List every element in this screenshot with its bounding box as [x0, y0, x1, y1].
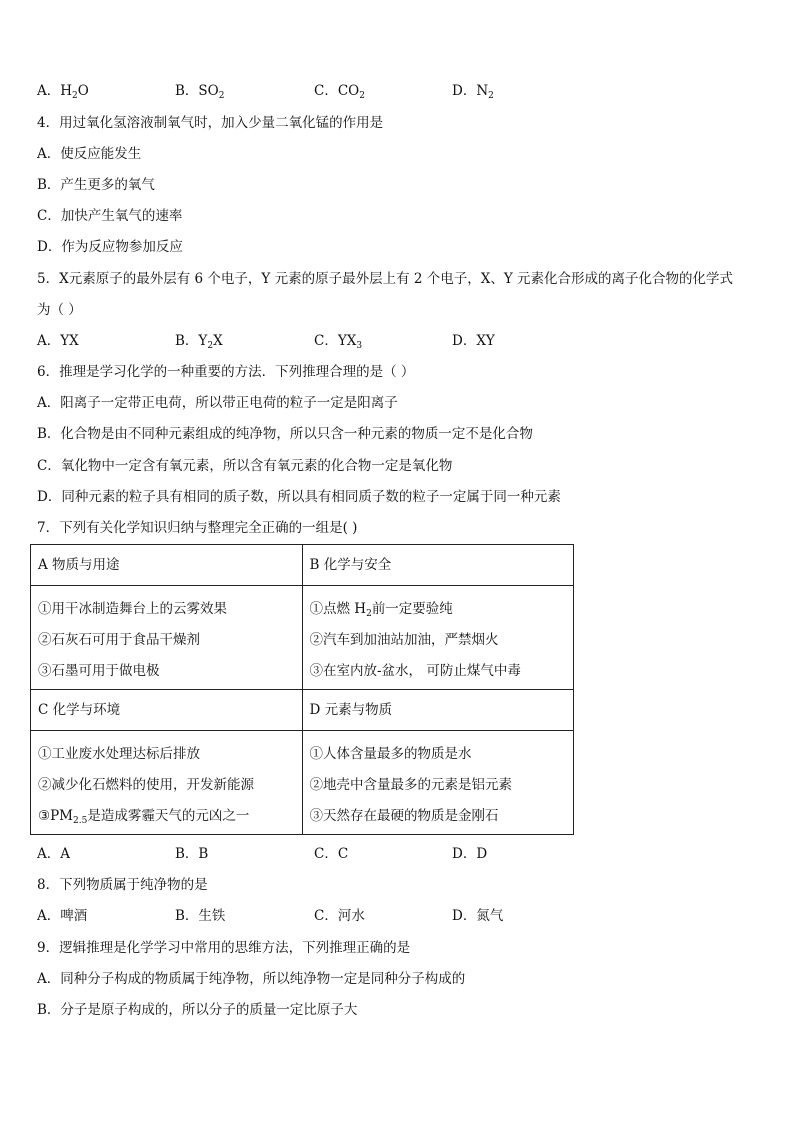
q7-option-c: C．C — [314, 846, 349, 862]
q8-option-c: C．河水 — [314, 908, 365, 924]
q8-option-a: A．啤酒 — [37, 908, 88, 924]
q7-cell-c-head: C 化学与环境 — [31, 690, 303, 731]
q7-b-item: ③在室内放-盆水， 可防止煤气中毒 — [309, 663, 521, 679]
q7-b-item: ①点燃 $H_2$前一定要验纯 — [309, 601, 453, 619]
q7-d-item: ①人体含量最多的物质是水 — [309, 746, 472, 762]
q5-option-c: C．$YX_3$ — [314, 333, 363, 351]
q5-options — [37, 331, 597, 351]
q8-option-d: D．氮气 — [452, 908, 504, 924]
q8-option-b: B．生铁 — [175, 908, 226, 924]
q7-option-b: B．B — [175, 846, 209, 862]
q9-stem: 9．逻辑推理是化学学习中常用的思维方法，下列推理正确的是 — [37, 940, 411, 956]
q7-c-item: ①工业废水处理达标后排放 — [38, 746, 200, 762]
q7-d-item: ③天然存在最硬的物质是金刚石 — [309, 808, 499, 824]
q7-cell-b-body — [302, 586, 574, 690]
q7-d-item: ②地壳中含量最多的元素是铝元素 — [309, 777, 512, 793]
q4-option-b: B．产生更多的氧气 — [37, 177, 155, 193]
q7-stem: 7．下列有关化学知识归纳与整理完全正确的一组是( ) — [37, 520, 358, 536]
q3-option-c: C．$CO_2$ — [314, 83, 365, 101]
q7-c-item: $③PM_{2.5}$是造成雾霾天气的元凶之一 — [38, 808, 250, 826]
q5-option-d: D．XY — [452, 333, 495, 349]
q7-cell-a-head: A 物质与用途 — [31, 545, 303, 586]
q5-stem-continued: 为（ ） — [37, 302, 82, 318]
q7-cell-c-body — [31, 731, 303, 835]
q7-options — [37, 844, 597, 864]
q7-cell-a-body — [31, 586, 303, 690]
q7-cell-b-head: B 化学与安全 — [302, 545, 574, 586]
q7-cell-d-body — [302, 731, 574, 835]
q3-option-b: B．$SO_2$ — [175, 83, 225, 101]
q7-cell-d-head: D 元素与物质 — [302, 690, 574, 731]
q7-b-item: ②汽车到加油站加油，严禁烟火 — [309, 632, 499, 648]
q7-a-item: ③石墨可用于做电极 — [38, 663, 160, 679]
q5-option-a: A．YX — [37, 333, 79, 349]
q3-options — [37, 81, 597, 101]
q8-options — [37, 906, 597, 926]
q7-option-d: D．D — [452, 846, 488, 862]
q4-option-a: A．使反应能发生 — [37, 146, 142, 162]
q9-option-b: B．分子是原子构成的，所以分子的质量一定比原子大 — [37, 1002, 358, 1018]
q7-a-item: ①用干冰制造舞台上的云雾效果 — [38, 601, 227, 617]
q6-option-a: A．阳离子一定带正电荷，所以带正电荷的粒子一定是阳离子 — [37, 395, 398, 411]
q6-option-d: D．同种元素的粒子具有相同的质子数，所以具有相同质子数的粒子一定属于同一种元素 — [37, 489, 561, 505]
q8-stem: 8．下列物质属于纯净物的是 — [37, 877, 208, 893]
q7-c-item: ②减少化石燃料的使用，开发新能源 — [38, 777, 254, 793]
q3-option-a: A．$H_2O$ — [37, 83, 89, 101]
q4-option-c: C．加快产生氧气的速率 — [37, 208, 183, 224]
q5-stem: 5．X元素原子的最外层有 6 个电子，Y 元素的原子最外层上有 2 个电子，X、Y 元素化合形成的离子化合物的化学式 — [37, 271, 734, 287]
q7-option-a: A．A — [37, 846, 70, 862]
q6-option-b: B．化合物是由不同种元素组成的纯净物，所以只含一种元素的物质一定不是化合物 — [37, 426, 533, 442]
q4-option-d: D．作为反应物参加反应 — [37, 239, 183, 255]
q7-table — [30, 544, 574, 835]
q3-option-d: D．$N_2$ — [452, 83, 494, 101]
q6-option-c: C．氧化物中一定含有氧元素，所以含有氧元素的化合物一定是氧化物 — [37, 458, 453, 474]
q9-option-a: A．同种分子构成的物质属于纯净物，所以纯净物一定是同种分子构成的 — [37, 971, 466, 987]
q5-option-b: B．$Y_2X$ — [175, 333, 223, 351]
q7-a-item: ②石灰石可用于食品干燥剂 — [38, 632, 200, 648]
q6-stem: 6．推理是学习化学的一种重要的方法．下列推理合理的是（ ） — [37, 364, 415, 380]
q4-stem: 4．用过氧化氢溶液制氧气时，加入少量二氧化锰的作用是 — [37, 115, 384, 131]
